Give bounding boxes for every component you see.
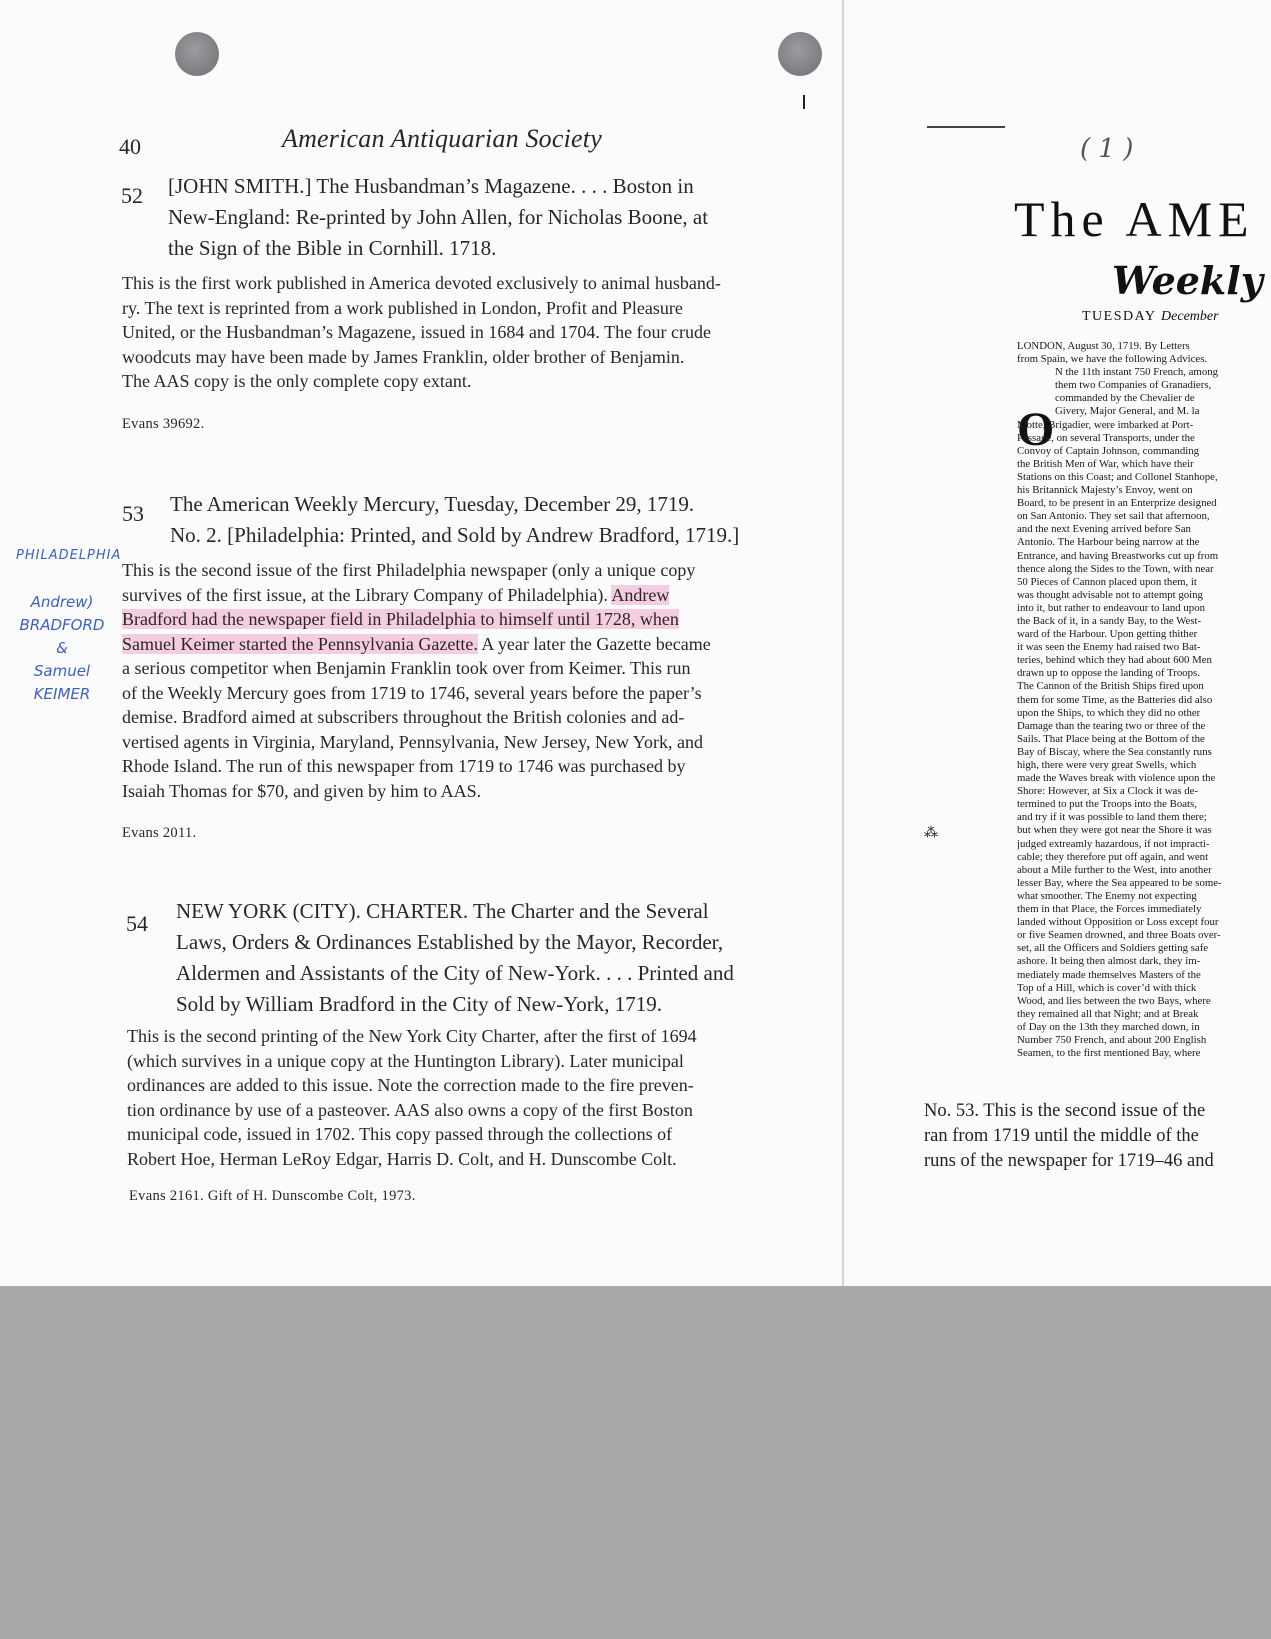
entry-53-body xyxy=(122,558,711,803)
newspaper-column xyxy=(1017,340,1259,1060)
column-line: Damage than the tearing two or three of the xyxy=(1017,719,1206,732)
column-line: drawn up to oppose the landing of Troops. xyxy=(1017,667,1200,680)
caption-line: runs of the newspaper for 1719–46 and xyxy=(924,1151,1214,1171)
column-line: N the 11th instant 750 French, among xyxy=(1055,366,1219,379)
column-line: Motte, Brigadier, were imbarked at Port- xyxy=(1017,418,1194,431)
body-line xyxy=(122,607,711,632)
body-line xyxy=(122,583,711,608)
heading-line: [JOHN SMITH.] The Husbandman’s Magazene. . . . Boston in xyxy=(168,174,694,198)
entry-52-heading xyxy=(168,171,708,264)
column-line: ashore. It being then almost dark, they im- xyxy=(1017,955,1201,968)
column-line: made the Waves break with violence upon the xyxy=(1017,772,1216,785)
dateline-month: December xyxy=(1161,309,1219,324)
body-line: (which survives in a unique copy at the Huntington Library). Later municipal xyxy=(127,1050,684,1071)
entry-53-reference: Evans 2011. xyxy=(122,825,197,841)
column-line: cable; they therefore put off again, and went xyxy=(1017,850,1209,863)
stray-mark: ⁂ xyxy=(924,826,938,841)
column-line: 50 Pieces of Cannon placed upon them, it xyxy=(1017,575,1197,588)
highlighted-text: Samuel Keimer started the Pennsylvania Gazette. xyxy=(122,633,478,654)
heading-line: No. 2. [Philadelphia: Printed, and Sold by Andrew Bradford, 1719.] xyxy=(170,523,740,547)
caption-line: ran from 1719 until the middle of the xyxy=(924,1126,1199,1146)
right-page-facsimile xyxy=(844,0,1271,1286)
heading-line: Laws, Orders & Ordinances Established by the Mayor, Recorder, xyxy=(176,930,724,954)
column-line: Givery, Major General, and M. la xyxy=(1055,405,1200,418)
column-line: Entrance, and having Breastworks cut up from xyxy=(1017,549,1219,562)
body-line: This is the first work published in America devoted exclusively to animal husband- xyxy=(122,273,721,293)
heading-line: Aldermen and Assistants of the City of New-York. . . . Printed and xyxy=(176,961,734,985)
body-line: woodcuts may have been made by James Franklin, older brother of Benjamin. xyxy=(122,346,685,367)
column-line: Passage, on several Transports, under the xyxy=(1017,431,1195,444)
column-line: into it, but rather to endeavour to land upon xyxy=(1017,601,1206,614)
column-line: them in that Place, the Forces immediately xyxy=(1017,903,1202,916)
column-line: Seamen, to the first mentioned Bay, where xyxy=(1017,1047,1201,1060)
pencil-page-number: ( 1 ) xyxy=(1080,134,1134,164)
newspaper-dateline xyxy=(1082,309,1219,325)
entry-number-52: 52 xyxy=(121,183,143,208)
column-line: lesser Bay, where the Sea appeared to be some- xyxy=(1017,876,1222,889)
body-line: ordinances are added to this issue. Note the correction made to the fire preven- xyxy=(127,1075,694,1095)
page-number: 40 xyxy=(119,134,141,159)
column-line: the Back of it, in a sandy Bay, to the West- xyxy=(1017,614,1202,627)
heading-line: the Sign of the Bible in Cornhill. 1718. xyxy=(168,236,497,260)
column-line: upon the Ships, to which they did no other xyxy=(1017,706,1201,719)
column-line: Bay of Biscay, where the Sea constantly runs xyxy=(1017,745,1212,758)
entry-number-53: 53 xyxy=(122,501,144,526)
column-line: high, there were very great Swells, which xyxy=(1017,759,1197,771)
highlighted-text: Andrew xyxy=(611,584,670,605)
column-line: was thought advisable not to attempt going xyxy=(1017,588,1203,601)
body-line: This is the second issue of the first Philadelphia newspaper (only a unique copy xyxy=(122,560,696,580)
body-line: Robert Hoe, Herman LeRoy Edgar, Harris D. Colt, and H. Dunscombe Colt. xyxy=(127,1148,677,1169)
column-line: teries, behind which they had about 600 Men xyxy=(1017,654,1212,667)
body-text: A year later the Gazette became xyxy=(477,633,711,654)
highlighted-text: Bradford had the newspaper field in Philadelphia to himself until 1728, when xyxy=(122,609,679,629)
note-line: & xyxy=(56,639,68,657)
heading-line: Sold by William Bradford in the City of New-York, 1719. xyxy=(176,992,663,1016)
column-line: Antonio. The Harbour being narrow at the xyxy=(1017,536,1200,549)
body-line: The AAS copy is the only complete copy extant. xyxy=(122,371,472,391)
dateline-day: TUESDAY xyxy=(1082,309,1157,324)
column-line: Board, to be present in an Enterprize designed xyxy=(1017,497,1217,510)
entry-54-body xyxy=(127,1024,697,1171)
body-line: Rhode Island. The run of this newspaper from 1719 to 1746 was purchased by xyxy=(122,756,686,776)
column-line: judged extreamly hazardous, if not impracti- xyxy=(1017,837,1210,850)
facsimile-caption xyxy=(924,1099,1214,1174)
column-line: commanded by the Chevalier de xyxy=(1055,392,1195,405)
running-head: American Antiquarian Society xyxy=(282,124,602,153)
column-line: ward of the Harbour. Upon getting thither xyxy=(1017,628,1198,641)
drop-cap-o: O xyxy=(1017,403,1055,456)
column-line: of Day on the 13th they marched down, in xyxy=(1017,1020,1200,1033)
body-line: Isaiah Thomas for $70, and given by him to AAS. xyxy=(122,780,482,801)
note-line: Samuel xyxy=(33,662,91,680)
body-line: demise. Bradford aimed at subscribers throughout the British colonies and ad- xyxy=(122,707,685,727)
caption-line: No. 53. This is the second issue of the xyxy=(924,1101,1206,1121)
note-line: BRADFORD xyxy=(19,616,105,634)
column-line: or five Seamen drowned, and three Boats over- xyxy=(1017,929,1221,942)
column-line: from Spain, we have the following Advices. xyxy=(1017,353,1208,366)
heading-line: New-England: Re-printed by John Allen, for Nicholas Boone, at xyxy=(168,205,709,229)
body-line: United, or the Husbandman’s Magazene, issued in 1684 and 1704. The four crude xyxy=(122,322,712,342)
column-line: Stations on this Coast; and Collonel Stanhope, xyxy=(1017,470,1218,483)
body-line: a serious competitor when Benjamin Franklin took over from Keimer. This run xyxy=(122,658,691,678)
column-line: set, all the Officers and Soldiers getting safe xyxy=(1017,942,1209,955)
column-line: but when they were got near the Shore it was xyxy=(1017,824,1212,837)
column-line: they remained all that Night; and at Break xyxy=(1017,1007,1199,1020)
entry-52-reference: Evans 39692. xyxy=(122,416,205,432)
column-line: and the next Evening arrived before San xyxy=(1017,523,1191,536)
entry-54-reference: Evans 2161. Gift of H. Dunscombe Colt, 1973. xyxy=(129,1188,416,1204)
heading-line: The American Weekly Mercury, Tuesday, December 29, 1719. xyxy=(170,492,695,516)
body-line: of the Weekly Mercury goes from 1719 to 1746, several years before the paper’s xyxy=(122,682,702,703)
entry-54-heading xyxy=(176,896,734,1020)
column-line: landed without Opposition or Loss except four xyxy=(1017,916,1219,929)
column-line: LONDON, August 30, 1719. By Letters xyxy=(1017,340,1190,352)
column-line: termined to put the Troops into the Boats, xyxy=(1017,798,1197,811)
column-line: the British Men of War, which have their xyxy=(1017,457,1194,470)
column-line: them two Companies of Granadiers, xyxy=(1055,379,1212,392)
note-line: KEIMER xyxy=(33,685,91,703)
newspaper-subtitle: Weekly xyxy=(1112,258,1263,303)
column-line: Convoy of Captain Johnson, commanding xyxy=(1017,444,1200,457)
body-line: ry. The text is reprinted from a work published in London, Profit and Pleasure xyxy=(122,297,683,318)
column-line: Top of a Hill, which is cover’d with thick xyxy=(1017,981,1197,994)
note-line: Andrew) xyxy=(30,593,94,611)
column-line: Wood, and lies between the two Bays, where xyxy=(1017,994,1211,1007)
column-line: on San Antonio. They set sail that afternoon, xyxy=(1017,510,1210,523)
entry-number-54: 54 xyxy=(126,911,148,936)
column-line: Number 750 French, and about 200 English xyxy=(1017,1033,1207,1046)
handwritten-note-names xyxy=(14,591,110,706)
column-line: it was seen the Enemy had raised two Bat- xyxy=(1017,641,1201,654)
body-line xyxy=(122,632,711,657)
column-line: what smoother. The Enemy not expecting xyxy=(1017,889,1197,902)
body-line: municipal code, issued in 1702. This copy passed through the collections of xyxy=(127,1124,673,1144)
body-text: survives of the first issue, at the Library Company of Philadelphia). xyxy=(122,584,608,605)
newspaper-title: The AME xyxy=(1014,191,1255,247)
entry-53-heading xyxy=(170,489,739,551)
column-line: and try if it was possible to land them there; xyxy=(1017,811,1207,824)
column-line: about a Mile further to the West, into another xyxy=(1017,863,1212,876)
column-line: thence along the Sides to the Town, with near xyxy=(1017,562,1214,575)
column-line: Shore: However, at Six a Clock it was de- xyxy=(1017,785,1198,798)
column-line: mediately made themselves Masters of the xyxy=(1017,968,1201,981)
body-line: vertised agents in Virginia, Maryland, Pennsylvania, New Jersey, New York, and xyxy=(122,731,703,752)
handwritten-note-philadelphia: PHILADELPHIA xyxy=(16,548,122,563)
column-line: The Cannon of the British Ships fired upon xyxy=(1017,680,1204,693)
column-line: his Britannick Majesty’s Envoy, went on xyxy=(1017,484,1193,497)
column-line: them for some Time, as the Batteries did also xyxy=(1017,693,1213,706)
body-line: tion ordinance by use of a pasteover. AAS also owns a copy of the first Boston xyxy=(127,1099,693,1120)
column-line: Sails. That Place being at the Bottom of the xyxy=(1017,732,1205,745)
entry-52-body xyxy=(122,271,721,394)
heading-line: NEW YORK (CITY). CHARTER. The Charter and the Several xyxy=(176,899,709,923)
short-rule xyxy=(927,126,1005,128)
body-line: This is the second printing of the New York City Charter, after the first of 1694 xyxy=(127,1026,697,1046)
